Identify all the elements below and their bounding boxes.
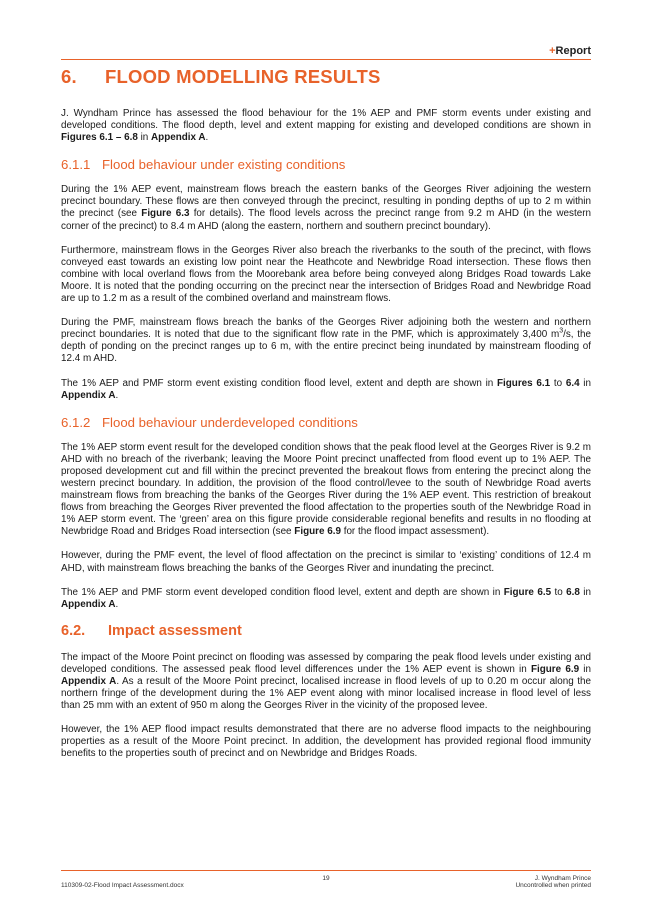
header-label: Report [555, 45, 591, 57]
page-number: 19 [322, 875, 330, 882]
plus-glyph: + [549, 45, 556, 57]
footer-divider [61, 870, 591, 871]
section-heading-impact [61, 623, 591, 639]
paragraph: The 1% AEP and PMF storm event existing condition flood level, extent and depth are shown in Figures 6.1 to 6.4 in Appendix A. [61, 377, 591, 401]
paragraph: However, the 1% AEP flood impact results demonstrated that there are no adverse flood impacts to the neighbouring properties as a result of the Moore Point precinct. In addition, the development has provided regional flood immunity benefits to the properties south of precinct and on Newbridge and Bridges Roads. [61, 724, 591, 760]
subsection-title: Flood behaviour under existing conditions [102, 157, 346, 173]
paragraph: The 1% AEP and PMF storm event developed condition flood level, extent and depth are shown in Figure 6.5 to 6.8 in Appendix A. [61, 586, 591, 610]
subsection-heading-developed [61, 415, 591, 430]
subsection-number: 6.1.1 [61, 157, 91, 173]
footer-filename: 110309-02-Flood Impact Assessment.docx [61, 882, 184, 889]
paragraph: The 1% AEP storm event result for the developed condition shows that the peak flood level at the Georges River is 9.2 m AHD with no breach of the riverbank; leaving the Moore Point precinct unaffected from flood event up to 1% AEP. The proposed development cut and fill within the precinct prevented the breakout flows from entering the precinct along the western precinct boundary. In addition, the provision of the flood control/levee to the south of Newbridge Road averts mainstream flows from breaching the banks of the Georges River during the 1% AEP event. This restriction of breakout flows from breaching the Georges River prevented the flood affectation to the properties south of the Newbridge Road in 1% AEP storm event. The ‘green’ area on this figure provide considerable regional benefits and results in no flooding at Newbridge Road and Bridges Road intersection (see Figure 6.9 for the flood impact assessment). [61, 441, 591, 538]
subsection-number: 6.1.2 [61, 414, 91, 430]
subsection-title: Impact assessment [108, 622, 242, 639]
paragraph: Furthermore, mainstream flows in the Georges River also breach the riverbanks to the south of the precinct, with flows conveyed east towards an existing low point near the Heathcote and Newbridge Road intersection. These flows then combine with local overland flows from the Moorebank area before being conveyed along Bridges Road towards Lake Moore. It is noted that the ponding occurring on the precinct near the intersection of Bridges Road and Newbridge Road are up to 1.2 m as a result of the combined overland and mainstream flows. [61, 244, 591, 305]
footer-status: Uncontrolled when printed [515, 882, 591, 889]
section-heading [61, 66, 591, 88]
section-title: FLOOD MODELLING RESULTS [105, 66, 381, 87]
subsection-title: Flood behaviour underdeveloped conditions [102, 414, 358, 430]
report-header-tag [549, 45, 591, 57]
subsection-number: 6.2. [61, 622, 86, 639]
subsection-heading-existing [61, 157, 591, 172]
section-number: 6. [61, 66, 77, 87]
intro-paragraph: J. Wyndham Prince has assessed the flood behaviour for the 1% AEP and PMF storm events under existing and developed conditions. The flood depth, level and extent mapping for existing and developed conditions are shown in Figures 6.1 – 6.8 in Appendix A. [61, 108, 591, 144]
paragraph: During the PMF, mainstream flows breach the banks of the Georges River adjoining both the western and northern precinct boundaries. It is noted that due to the significant flow rate in the PMF, which is approximately 3,400 $m^3/s$, the depth of ponding on the precinct ranges up to 6 m, with the entire precinct being inundated by mainstream flooding of 12.4 m AHD. [61, 317, 591, 365]
paragraph: The impact of the Moore Point precinct on flooding was assessed by comparing the peak flood levels under existing and developed conditions. The assessed peak flood level differences under the 1% AEP event is shown in Figure 6.9 in Appendix A. As a result of the Moore Point precinct, localised increase in flood levels of up to 0.20 m occur along the northern fringe of the development during the 1% AEP event along with minor localised increase in flood level of less than 25 mm with an extent of 950 m along the Georges River in the vicinity of the proposed levee. [61, 651, 592, 712]
footer-company: J. Wyndham Prince [534, 875, 591, 882]
paragraph: During the 1% AEP event, mainstream flows breach the eastern banks of the Georges River adjoining the western precinct boundary. These flows are then conveyed through the precinct, resulting in ponding depths of up to 2 m within the precinct (see Figure 6.3 for details). The flood levels across the precinct range from 9.2 m AHD (in the western corner of the precinct) to 8.4 m AHD (along the eastern, northern and southern precinct boundary). [61, 184, 591, 232]
page-content [61, 66, 591, 773]
paragraph: However, during the PMF event, the level of flood affectation on the precinct is similar to ‘existing’ conditions of 12.4 m AHD, with mainstream flows breaching the banks of the Georges River and inundating the precinct. [61, 550, 591, 574]
header-divider [61, 59, 591, 60]
